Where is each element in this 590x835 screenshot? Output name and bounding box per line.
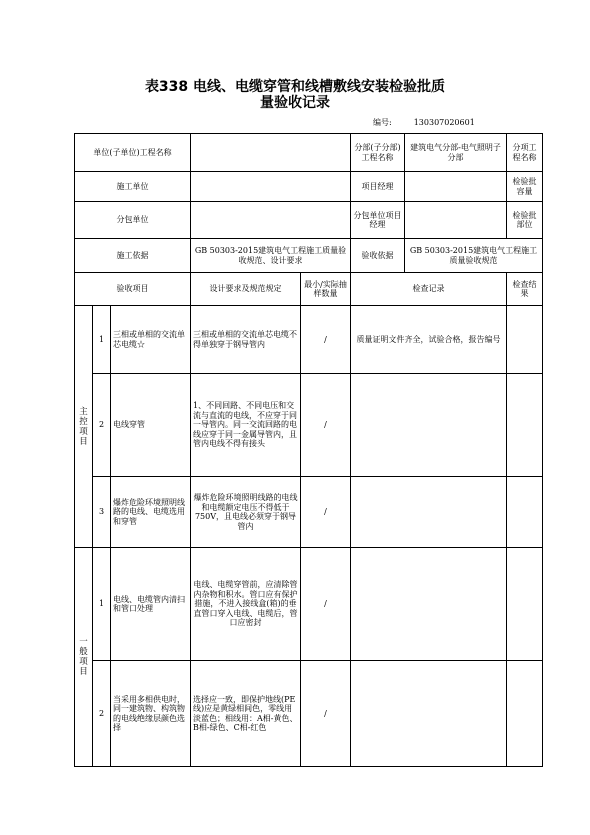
subcontract-unit-value[interactable]	[191, 202, 351, 239]
result-cell[interactable]	[507, 548, 543, 661]
design-text: 爆炸危险环境照明线路的电线和电缆额定电压不得低于750V，且电线必须穿于钢导管内	[191, 477, 301, 548]
acceptance-basis-label: 验收依据	[351, 239, 405, 273]
page-title-line2: 量验收记录	[260, 95, 330, 111]
code-value: 130307020601	[413, 118, 475, 127]
sub-division-label: 分部(子分部)工程名称	[351, 134, 405, 172]
col-sample-header: 最小/实际抽样数量	[301, 273, 351, 306]
info-row-1	[75, 134, 543, 172]
record-code	[373, 117, 475, 128]
unit-label: 单位(子单位)工程名称	[75, 134, 191, 172]
row-number: 1	[93, 548, 111, 661]
group-general-label	[75, 548, 93, 767]
sample-value[interactable]: /	[301, 374, 351, 477]
group-main-text: 主控项目	[79, 406, 88, 447]
record-text[interactable]	[351, 477, 507, 548]
code-label: 编号:	[373, 118, 392, 127]
result-cell[interactable]	[507, 374, 543, 477]
general-row-1	[75, 548, 543, 661]
main-row-1	[75, 306, 543, 374]
sub-division-value[interactable]: 建筑电气分部-电气照明子分部	[405, 134, 507, 172]
row-number: 2	[93, 661, 111, 767]
construction-unit-label: 施工单位	[75, 172, 191, 202]
column-header-row	[75, 273, 543, 306]
record-text[interactable]	[351, 374, 507, 477]
basis-value: GB 50303-2015建筑电气工程施工质量验收规范、设计要求	[191, 239, 351, 273]
col-design-header: 设计要求及规范规定	[191, 273, 301, 306]
result-cell[interactable]	[507, 661, 543, 767]
sample-value[interactable]: /	[301, 477, 351, 548]
batch-location-label: 检验批部位	[507, 202, 543, 239]
row-number: 2	[93, 374, 111, 477]
design-text: 1、不同回路、不同电压和交流与直流的电线，不应穿于同一导管内。同一交流回路的电线应穿于同一金属导管内，且管内电线不得有接头	[191, 374, 301, 477]
info-row-2	[75, 172, 543, 202]
col-result-header: 检查结果	[507, 273, 543, 306]
sample-value[interactable]: /	[301, 548, 351, 661]
group-general-text: 一般项目	[79, 637, 88, 677]
main-row-3	[75, 477, 543, 548]
row-number: 1	[93, 306, 111, 374]
construction-unit-value[interactable]	[191, 172, 351, 202]
item-text: 当采用多相供电时，同一建筑物、构筑物的电线绝缘层颜色选择	[111, 661, 191, 767]
record-text[interactable]	[351, 548, 507, 661]
acceptance-basis-value: GB 50303-2015建筑电气工程施工质量验收规范	[405, 239, 543, 273]
result-cell[interactable]	[507, 477, 543, 548]
sample-value[interactable]: /	[301, 306, 351, 374]
project-manager-label: 项目经理	[351, 172, 405, 202]
design-text: 三相或单相的交流单芯电缆不得单独穿于钢导管内	[191, 306, 301, 374]
item-text: 三相或单相的交流单芯电缆☆	[111, 306, 191, 374]
design-text: 选择应一致，即保护地线(PE线)应是黄绿相间色，零线用淡蓝色；相线用：A相-黄色、B相-绿色、C相-红色	[191, 661, 301, 767]
info-row-3	[75, 202, 543, 239]
page-title-line1: 表338 电线、电缆穿管和线槽敷线安装检验批质	[144, 79, 446, 95]
item-text: 电线穿管	[111, 374, 191, 477]
general-row-2	[75, 661, 543, 767]
project-manager-value[interactable]	[405, 172, 507, 202]
record-text[interactable]: 质量证明文件齐全，试验合格，报告编号	[351, 306, 507, 374]
group-main-label	[75, 306, 93, 548]
col-item-header: 验收项目	[75, 273, 191, 306]
subcontract-manager-label: 分包单位项目经理	[351, 202, 405, 239]
subcontract-manager-value[interactable]	[405, 202, 507, 239]
item-text: 爆炸危险环境照明线路的电线、电缆选用和穿管	[111, 477, 191, 548]
design-text: 电线、电缆穿管前，应清除管内杂物和积水。管口应有保护措施，不进入接线盒(箱)的垂直管口穿入电线、电缆后，管口应密封	[191, 548, 301, 661]
unit-value[interactable]	[191, 134, 351, 172]
record-text[interactable]	[351, 661, 507, 767]
batch-capacity-label: 检验批容量	[507, 172, 543, 202]
info-row-4	[75, 239, 543, 273]
subcontract-unit-label: 分包单位	[75, 202, 191, 239]
row-number: 3	[93, 477, 111, 548]
col-record-header: 检查记录	[351, 273, 507, 306]
item-label: 分项工程名称	[507, 134, 543, 172]
item-text: 电线、电缆管内清扫和管口处理	[111, 548, 191, 661]
acceptance-record-table	[74, 133, 543, 767]
result-cell[interactable]	[507, 306, 543, 374]
basis-label: 施工依据	[75, 239, 191, 273]
sample-value[interactable]: /	[301, 661, 351, 767]
main-row-2	[75, 374, 543, 477]
